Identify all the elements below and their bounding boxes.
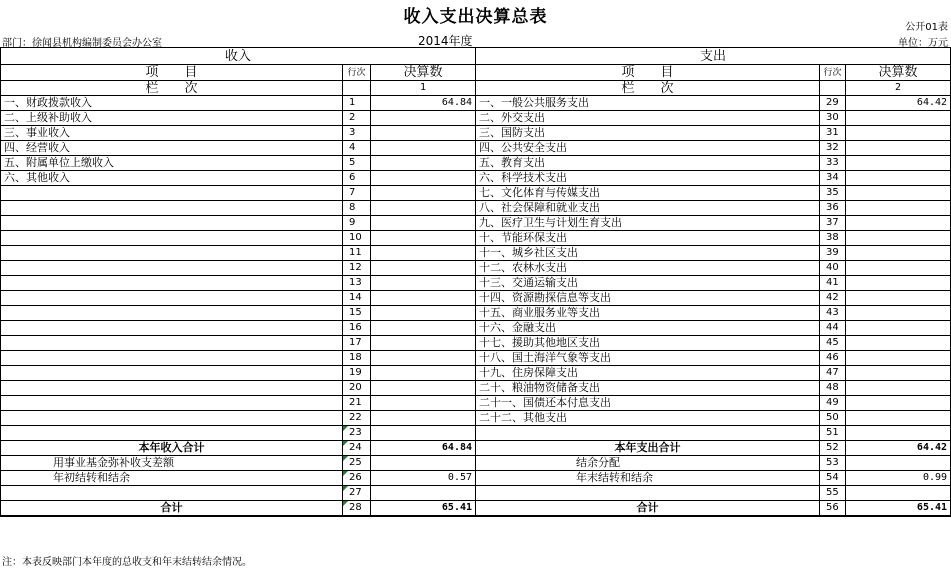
income-amount xyxy=(371,276,476,291)
expense-amount xyxy=(846,111,951,126)
income-amount xyxy=(371,261,476,276)
expense-amount xyxy=(846,351,951,366)
income-item-label: 六、其他收入 xyxy=(1,171,343,186)
income-line-number: 17 xyxy=(343,336,371,351)
table-row xyxy=(1,171,951,186)
expense-item-label: 十八、国土海洋气象等支出 xyxy=(476,351,820,366)
income-column-number: 1 xyxy=(371,81,476,96)
income-line-number: 5 xyxy=(343,156,371,171)
expense-amount xyxy=(846,186,951,201)
grand-total-row xyxy=(1,501,951,517)
income-line-number: 14 xyxy=(343,291,371,306)
expense-item-label: 八、社会保障和就业支出 xyxy=(476,201,820,216)
income-amount xyxy=(371,186,476,201)
expense-line-number: 39 xyxy=(820,246,846,261)
footnote: 注：本表反映部门本年度的总收支和年末结转结余情况。 xyxy=(2,557,252,568)
income-line-number: 3 xyxy=(343,126,371,141)
income-line-number: 2 xyxy=(343,111,371,126)
expense-line-number: 36 xyxy=(820,201,846,216)
income-amount xyxy=(371,351,476,366)
expense-line-number: 31 xyxy=(820,126,846,141)
income-amount xyxy=(371,426,476,441)
expense-item-label: 十、节能环保支出 xyxy=(476,231,820,246)
income-item-label: 三、事业收入 xyxy=(1,126,343,141)
expense-line-number: 49 xyxy=(820,396,846,411)
income-line-number: 6 xyxy=(343,171,371,186)
expense-amount-header: 决算数 xyxy=(846,65,951,81)
income-line-number: 25 xyxy=(343,456,371,471)
expense-line-number: 45 xyxy=(820,336,846,351)
income-item-label: 五、附属单位上缴收入 xyxy=(1,156,343,171)
expense-line-number: 43 xyxy=(820,306,846,321)
expense-column-number: 2 xyxy=(846,81,951,96)
expense-item-label: 十三、交通运输支出 xyxy=(476,276,820,291)
income-line-number: 27 xyxy=(343,486,371,501)
table-row xyxy=(1,381,951,396)
expense-line-number: 42 xyxy=(820,291,846,306)
expense-item-label xyxy=(476,486,820,501)
expense-amount xyxy=(846,216,951,231)
table-row xyxy=(1,486,951,501)
table-row xyxy=(1,246,951,261)
income-line-number: 20 xyxy=(343,381,371,396)
table-row xyxy=(1,111,951,126)
income-line-number: 8 xyxy=(343,201,371,216)
expense-item-label: 十一、城乡社区支出 xyxy=(476,246,820,261)
income-amount xyxy=(371,306,476,321)
expense-amount xyxy=(846,261,951,276)
table-body xyxy=(1,48,951,517)
income-line-number: 10 xyxy=(343,231,371,246)
expense-amount xyxy=(846,201,951,216)
expense-line-number: 56 xyxy=(820,501,846,517)
expense-section-header: 支出 xyxy=(476,48,951,65)
expense-line-number: 54 xyxy=(820,471,846,486)
expense-line-number: 47 xyxy=(820,366,846,381)
unit-label: 单位：万元 xyxy=(898,38,948,49)
income-line-number: 21 xyxy=(343,396,371,411)
income-item-label xyxy=(1,261,343,276)
expense-amount xyxy=(846,396,951,411)
income-item-label xyxy=(1,201,343,216)
expense-item-label: 十九、住房保障支出 xyxy=(476,366,820,381)
income-column-label: 栏 次 xyxy=(1,81,343,96)
income-item-label: 本年收入合计 xyxy=(1,441,343,456)
table-row xyxy=(1,96,951,111)
table-row xyxy=(1,396,951,411)
income-amount xyxy=(371,156,476,171)
department-label: 部门：徐闻县机构编制委员会办公室 xyxy=(2,38,162,49)
income-line-number: 12 xyxy=(343,261,371,276)
expense-amount xyxy=(846,411,951,426)
expense-item-label: 四、公共安全支出 xyxy=(476,141,820,156)
expense-amount xyxy=(846,156,951,171)
income-amount xyxy=(371,126,476,141)
income-amount: 64.84 xyxy=(371,96,476,111)
expense-item-label: 年末结转和结余 xyxy=(476,471,820,486)
income-item-label xyxy=(1,351,343,366)
income-line-number: 19 xyxy=(343,366,371,381)
expense-item-label xyxy=(476,426,820,441)
expense-line-number: 34 xyxy=(820,171,846,186)
income-amount xyxy=(371,336,476,351)
expense-line-no-header: 行次 xyxy=(820,65,846,81)
income-amount xyxy=(371,321,476,336)
table-row xyxy=(1,126,951,141)
income-line-number: 24 xyxy=(343,441,371,456)
expense-item-label: 十六、金融支出 xyxy=(476,321,820,336)
income-amount xyxy=(371,396,476,411)
expense-item-label: 六、科学技术支出 xyxy=(476,171,820,186)
income-line-no-header: 行次 xyxy=(343,65,371,81)
expense-amount xyxy=(846,291,951,306)
income-item-label: 年初结转和结余 xyxy=(1,471,343,486)
expense-item-header: 项 目 xyxy=(476,65,820,81)
expense-item-label: 一、一般公共服务支出 xyxy=(476,96,820,111)
income-amount: 65.41 xyxy=(371,501,476,517)
expense-amount xyxy=(846,426,951,441)
fiscal-year: 2014年度 xyxy=(418,34,473,48)
annual-total-row xyxy=(1,441,951,456)
table-row xyxy=(1,471,951,486)
expense-amount xyxy=(846,456,951,471)
income-amount: 0.57 xyxy=(371,471,476,486)
expense-line-number: 29 xyxy=(820,96,846,111)
income-item-label: 用事业基金弥补收支差额 xyxy=(1,456,343,471)
expense-line-number: 52 xyxy=(820,441,846,456)
income-line-number: 7 xyxy=(343,186,371,201)
income-section-header: 收入 xyxy=(1,48,476,65)
income-line-number: 28 xyxy=(343,501,371,517)
expense-line-number: 35 xyxy=(820,186,846,201)
income-item-label xyxy=(1,321,343,336)
table-row xyxy=(1,216,951,231)
expense-line-number: 40 xyxy=(820,261,846,276)
income-line-number: 15 xyxy=(343,306,371,321)
expense-item-label: 十五、商业服务业等支出 xyxy=(476,306,820,321)
expense-line-number: 41 xyxy=(820,276,846,291)
expense-amount: 65.41 xyxy=(846,501,951,517)
expense-item-label: 三、国防支出 xyxy=(476,126,820,141)
table-row xyxy=(1,366,951,381)
income-line-number: 22 xyxy=(343,411,371,426)
table-row xyxy=(1,411,951,426)
expense-line-number: 32 xyxy=(820,141,846,156)
table-row xyxy=(1,231,951,246)
expense-amount xyxy=(846,141,951,156)
income-expense-table xyxy=(0,47,951,517)
expense-line-number: 30 xyxy=(820,111,846,126)
income-item-label xyxy=(1,246,343,261)
income-item-label: 二、上级补助收入 xyxy=(1,111,343,126)
income-amount xyxy=(371,291,476,306)
income-amount xyxy=(371,246,476,261)
table-row xyxy=(1,186,951,201)
income-item-label: 四、经营收入 xyxy=(1,141,343,156)
income-line-number: 4 xyxy=(343,141,371,156)
income-item-label xyxy=(1,486,343,501)
income-amount xyxy=(371,486,476,501)
expense-item-label: 二十、粮油物资储备支出 xyxy=(476,381,820,396)
income-item-label xyxy=(1,231,343,246)
expense-amount xyxy=(846,336,951,351)
income-item-label xyxy=(1,381,343,396)
income-item-label xyxy=(1,216,343,231)
expense-amount xyxy=(846,306,951,321)
table-row xyxy=(1,456,951,471)
income-amount xyxy=(371,141,476,156)
expense-column-blank xyxy=(820,81,846,96)
expense-item-label: 二十二、其他支出 xyxy=(476,411,820,426)
table-row xyxy=(1,201,951,216)
income-line-number: 18 xyxy=(343,351,371,366)
expense-item-label: 合计 xyxy=(476,501,820,517)
expense-amount xyxy=(846,276,951,291)
income-column-blank xyxy=(343,81,371,96)
expense-amount xyxy=(846,246,951,261)
income-line-number: 26 xyxy=(343,471,371,486)
income-line-number: 1 xyxy=(343,96,371,111)
income-item-label: 合计 xyxy=(1,501,343,517)
income-amount xyxy=(371,366,476,381)
expense-line-number: 46 xyxy=(820,351,846,366)
income-line-number: 13 xyxy=(343,276,371,291)
income-item-label xyxy=(1,186,343,201)
table-row xyxy=(1,321,951,336)
table-row xyxy=(1,291,951,306)
income-amount xyxy=(371,216,476,231)
income-item-label xyxy=(1,276,343,291)
income-item-label xyxy=(1,426,343,441)
expense-item-label: 九、医疗卫生与计划生育支出 xyxy=(476,216,820,231)
table-row xyxy=(1,276,951,291)
expense-amount xyxy=(846,126,951,141)
column-number-row xyxy=(1,81,951,96)
expense-amount: 0.99 xyxy=(846,471,951,486)
income-line-number: 11 xyxy=(343,246,371,261)
expense-line-number: 53 xyxy=(820,456,846,471)
income-amount xyxy=(371,201,476,216)
form-number: 公开01表 xyxy=(905,22,948,33)
income-line-number: 9 xyxy=(343,216,371,231)
expense-item-label: 结余分配 xyxy=(476,456,820,471)
table-row xyxy=(1,351,951,366)
table-row xyxy=(1,261,951,276)
expense-item-label: 二、外交支出 xyxy=(476,111,820,126)
table-row xyxy=(1,426,951,441)
expense-amount xyxy=(846,321,951,336)
expense-item-label: 二十一、国债还本付息支出 xyxy=(476,396,820,411)
expense-line-number: 37 xyxy=(820,216,846,231)
expense-amount: 64.42 xyxy=(846,96,951,111)
expense-line-number: 33 xyxy=(820,156,846,171)
expense-line-number: 44 xyxy=(820,321,846,336)
section-header-row xyxy=(1,48,951,65)
income-amount-header: 决算数 xyxy=(371,65,476,81)
income-amount xyxy=(371,411,476,426)
expense-amount: 64.42 xyxy=(846,441,951,456)
income-amount xyxy=(371,111,476,126)
income-item-label xyxy=(1,306,343,321)
table-row xyxy=(1,141,951,156)
expense-line-number: 50 xyxy=(820,411,846,426)
expense-item-label: 本年支出合计 xyxy=(476,441,820,456)
income-amount xyxy=(371,456,476,471)
expense-item-label: 五、教育支出 xyxy=(476,156,820,171)
income-amount xyxy=(371,171,476,186)
income-amount xyxy=(371,381,476,396)
expense-item-label: 七、文化体育与传媒支出 xyxy=(476,186,820,201)
report-title: 收入支出决算总表 xyxy=(403,7,548,27)
expense-item-label: 十二、农林水支出 xyxy=(476,261,820,276)
expense-column-label: 栏 次 xyxy=(476,81,820,96)
column-header-row xyxy=(1,65,951,81)
expense-amount xyxy=(846,231,951,246)
income-item-label: 一、财政拨款收入 xyxy=(1,96,343,111)
table-row xyxy=(1,156,951,171)
expense-amount xyxy=(846,171,951,186)
expense-item-label: 十七、援助其他地区支出 xyxy=(476,336,820,351)
expense-line-number: 48 xyxy=(820,381,846,396)
expense-line-number: 38 xyxy=(820,231,846,246)
income-item-header: 项 目 xyxy=(1,65,343,81)
income-item-label xyxy=(1,411,343,426)
table-row xyxy=(1,306,951,321)
income-line-number: 23 xyxy=(343,426,371,441)
expense-amount xyxy=(846,486,951,501)
income-item-label xyxy=(1,336,343,351)
income-item-label xyxy=(1,291,343,306)
expense-line-number: 55 xyxy=(820,486,846,501)
expense-line-number: 51 xyxy=(820,426,846,441)
expense-item-label: 十四、资源勘探信息等支出 xyxy=(476,291,820,306)
income-amount xyxy=(371,231,476,246)
income-line-number: 16 xyxy=(343,321,371,336)
income-amount: 64.84 xyxy=(371,441,476,456)
income-item-label xyxy=(1,396,343,411)
table-row xyxy=(1,336,951,351)
expense-amount xyxy=(846,381,951,396)
expense-amount xyxy=(846,366,951,381)
income-item-label xyxy=(1,366,343,381)
